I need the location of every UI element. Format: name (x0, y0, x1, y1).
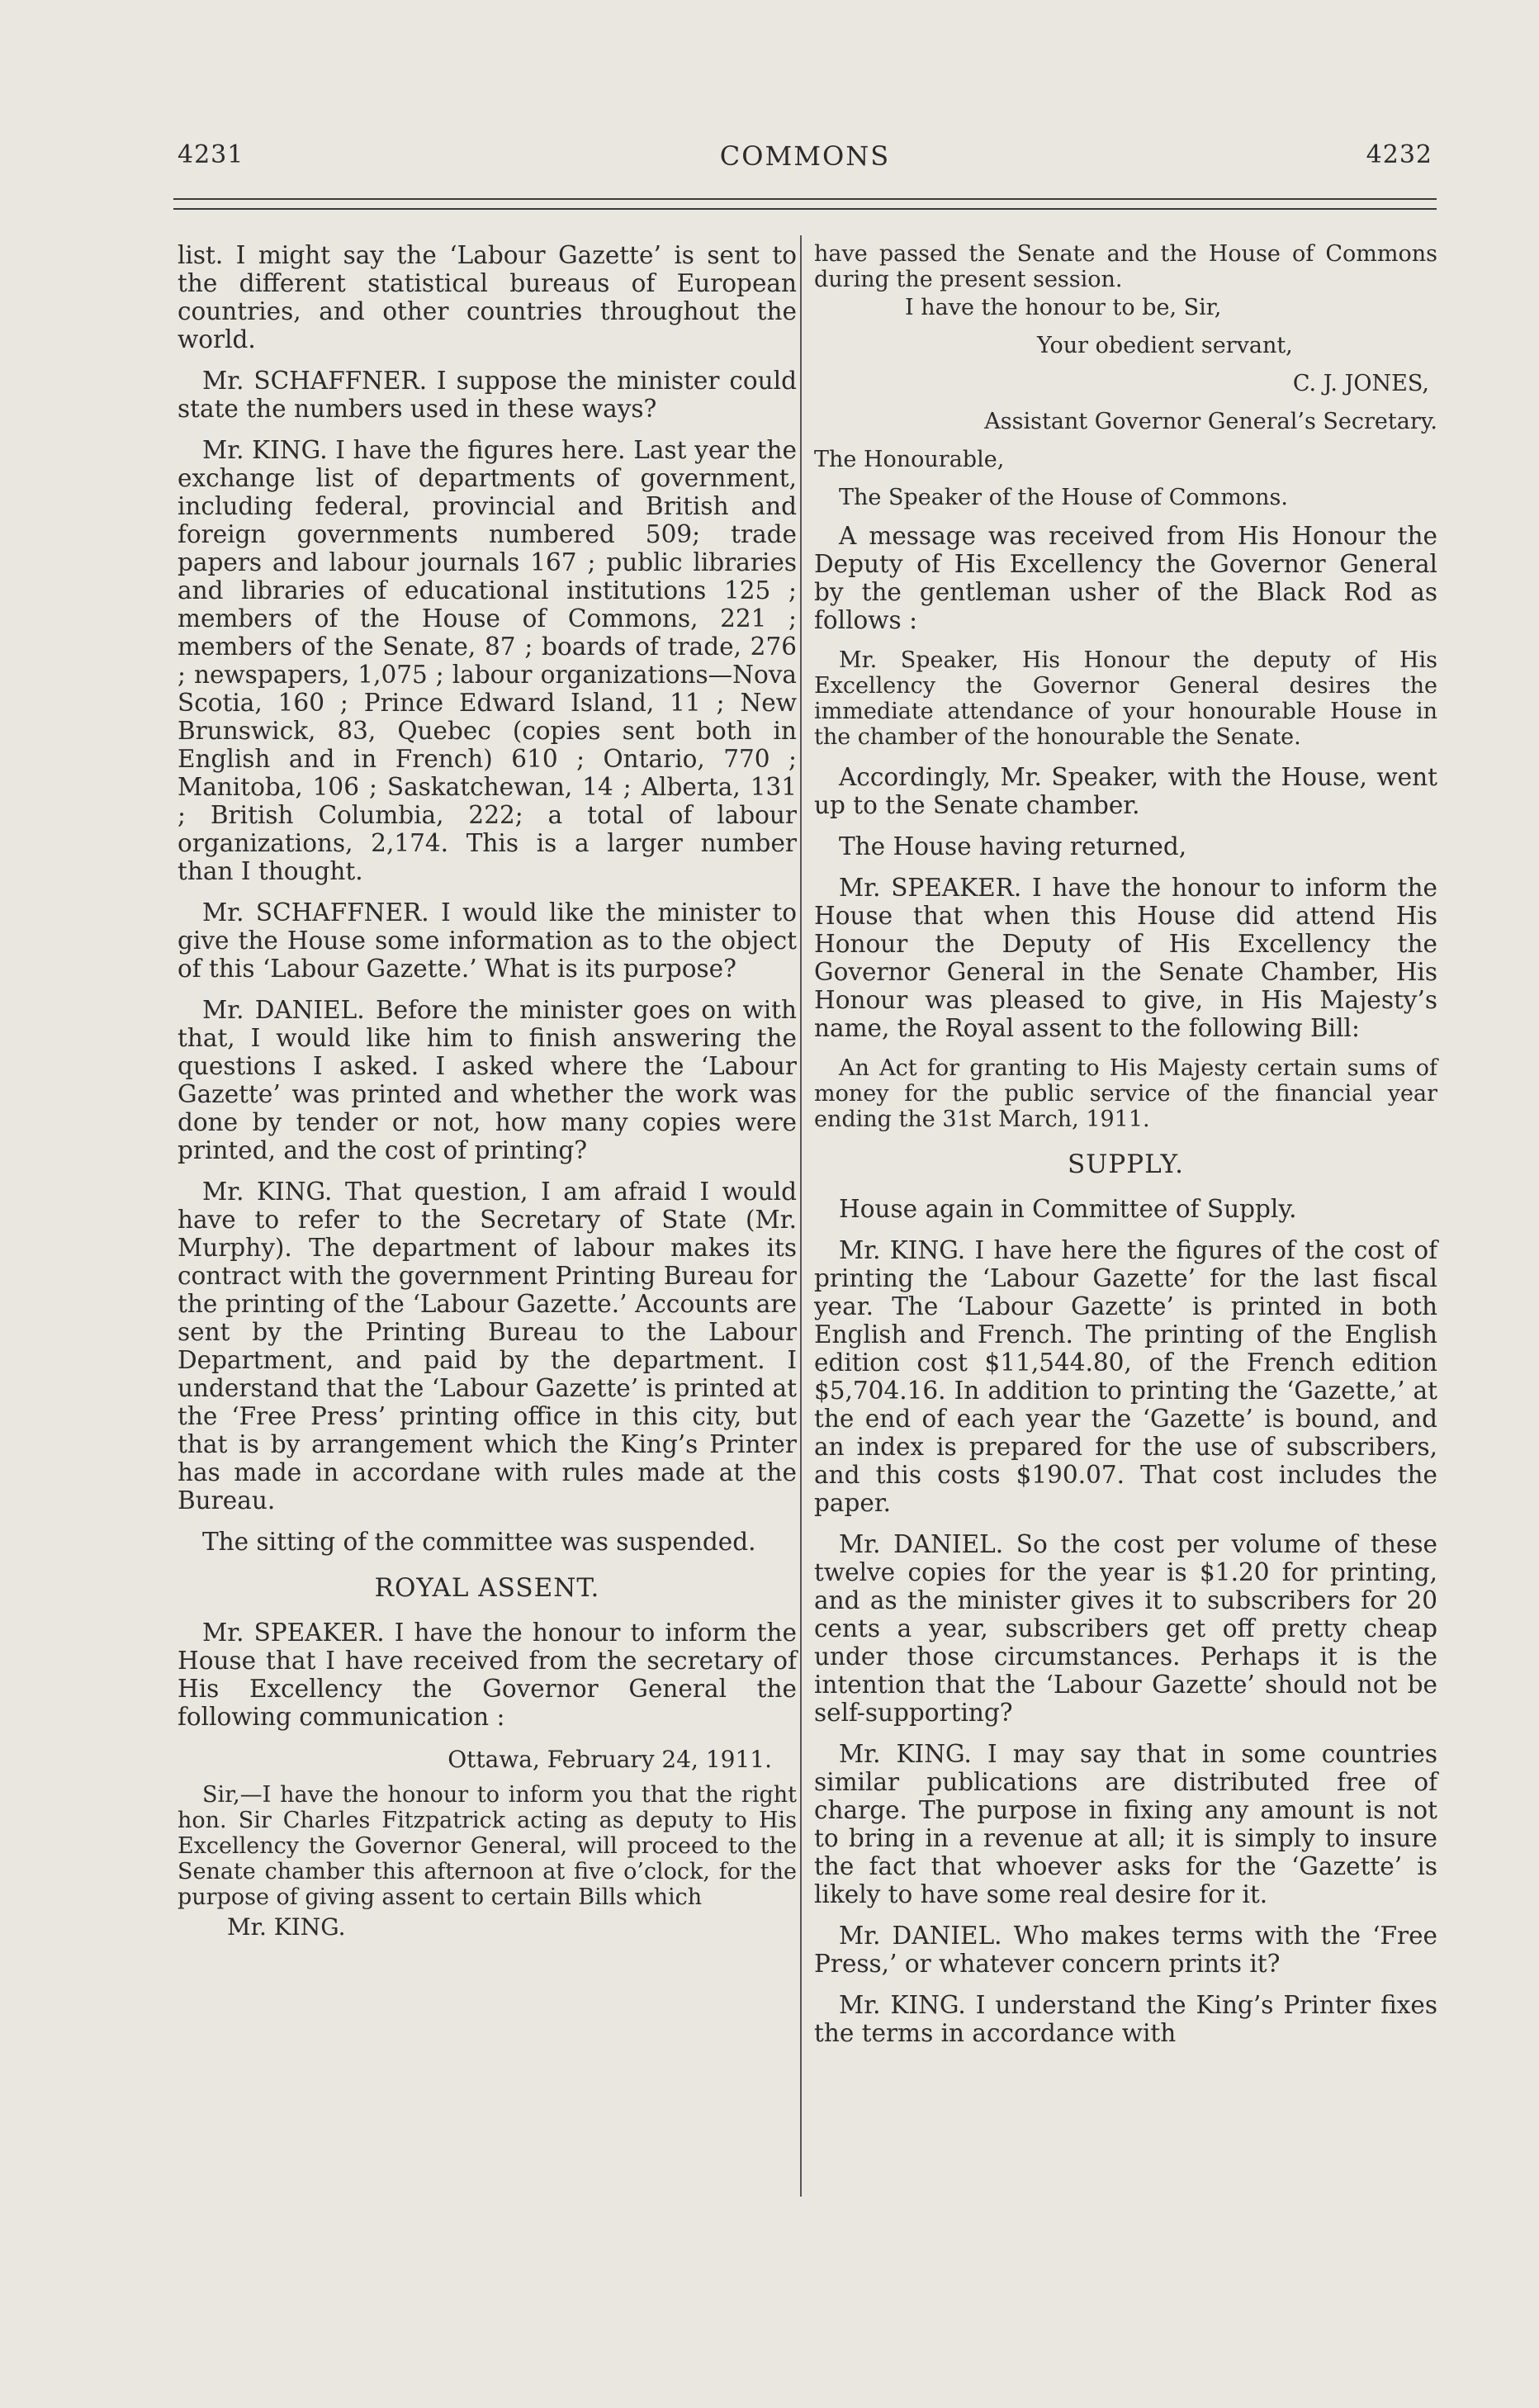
paragraph: Mr. SCHAFFNER. I suppose the minister could state the numbers used in these ways? (178, 367, 797, 423)
paragraph: Mr. KING. I have here the figures of the cost of printing the ‘Labour Gazette’ for the last fiscal year. The ‘Labour Gazette’ is printed in both English and French. The printing of the English edition cost $11,544.80, of the French edition $5,704.16. In addition to printing the ‘Gazette,’ at the end of each year the ‘Gazette’ is bound, and an index is prepared for the use of subscribers, and this costs $190.07. That cost includes the paper. (814, 1236, 1437, 1517)
paragraph: list. I might say the ‘Labour Gazette’ is sent to the different statistical bureaus of European countries, and other countries throughout the world. (178, 241, 797, 353)
paragraph: Mr. DANIEL. So the cost per volume of these twelve copies for the year is $1.20 for printing, and as the minister gives it to subscribers for 20 cents a year, subscribers get off pretty cheap under those circumstances. Perhaps it is the intention that the ‘Labour Gazette’ should not be self-supporting? (814, 1530, 1437, 1727)
right-column (814, 241, 1437, 2060)
left-column (178, 241, 797, 1941)
letter-body: have passed the Senate and the House of Commons during the present session. (814, 241, 1437, 292)
running-title: COMMONS (719, 140, 891, 172)
section-heading-royal-assent: ROYAL ASSENT. (374, 1573, 600, 1603)
paragraph: Mr. KING. I understand the King’s Printer fixes the terms in accordance with (814, 1991, 1437, 2047)
paragraph: Mr. KING. That question, I am afraid I would have to refer to the Secretary of State (Mr. Murphy). The department of labour makes its contract with the government Printing Bureau for the printing of the ‘Labour Gazette.’ Accounts are sent by the Printing Bureau to the Labour Department, and paid by the department. I understand that the ‘Labour Gazette’ is printed at the ‘Free Press’ printing office in this city, but that is by arrangement which the King’s Printer has made in accordane with rules made at the Bureau. (178, 1178, 797, 1514)
paragraph: A message was received from His Honour the Deputy of His Excellency the Governor General by the gentleman usher of the Black Rod as follows : (814, 522, 1437, 634)
paragraph: Mr. KING. I may say that in some countries similar publications are distributed free of charge. The purpose in fixing any amount is not to bring in a revenue at all; it is simply to insure the fact that whoever asks for the ‘Gazette’ is likely to have some real desire for it. (814, 1740, 1437, 1908)
letter-closing: Your obedient servant, (1037, 333, 1293, 358)
page-number-right: 4232 (1366, 140, 1432, 169)
paragraph: Mr. SCHAFFNER. I would like the minister to give the House some information as to the object of this ‘Labour Gazette.’ What is its purpose? (178, 898, 797, 983)
paragraph: Mr. DANIEL. Before the minister goes on with that, I would like him to finish answering the questions I asked. I asked where the ‘Labour Gazette’ was printed and whether the work was done by tender or not, how many copies were printed, and the cost of printing? (178, 996, 797, 1164)
paragraph: The sitting of the committee was suspended. (202, 1528, 756, 1556)
paragraph: Accordingly, Mr. Speaker, with the House, went up to the Senate chamber. (814, 763, 1437, 819)
letter-date: Ottawa, February 24, 1911. (447, 1746, 772, 1773)
paragraph: Mr. DANIEL. Who makes terms with the ‘Free Press,’ or whatever concern prints it? (814, 1922, 1437, 1978)
letter-addressee: The Speaker of the House of Commons. (839, 485, 1288, 510)
letter-closing: I have the honour to be, Sir, (905, 295, 1222, 320)
header-rule-bottom (173, 208, 1437, 210)
letter-signature-title: Assistant Governor General’s Secretary. (984, 409, 1437, 434)
page-number-left: 4231 (178, 140, 244, 169)
section-heading-supply: SUPPLY. (1067, 1149, 1184, 1179)
paragraph: Mr. SPEAKER. I have the honour to inform the House that I have received from the secretary of His Excellency the Governor General the following communication : (178, 1619, 797, 1731)
paragraph: Mr. KING. I have the figures here. Last year the exchange list of departments of government, including federal, provincial and British and foreign governments numbered 509; trade papers and labour journals 167 ; public libraries and libraries of educational institutions 125 ; members of the House of Commons, 221 ; members of the Senate, 87 ; boards of trade, 276 ; newspapers, 1,075 ; labour organizations—Nova Scotia, 160 ; Prince Edward Island, 11 ; New Brunswick, 83, Quebec (copies sent both in English and in French) 610 ; Ontario, 770 ; Manitoba, 106 ; Saskatchewan, 14 ; Alberta, 131 ; British Columbia, 222; a total of labour organizations, 2,174. This is a larger number than I thought. (178, 436, 797, 885)
catchword: Mr. KING. (227, 1913, 346, 1941)
column-divider (800, 235, 802, 2197)
bill-title: An Act for granting to His Majesty certain sums of money for the public service of the financial year ending the 31st March, 1911. (814, 1055, 1437, 1132)
paragraph: The House having returned, (839, 832, 1187, 860)
paragraph: House again in Committee of Supply. (839, 1195, 1297, 1223)
header-rule-top (173, 198, 1437, 200)
letter-addressee: The Honourable, (814, 447, 1005, 472)
page-header (173, 132, 1437, 182)
paragraph: Mr. SPEAKER. I have the honour to inform the House that when this House did attend His Honour the Deputy of His Excellency the Governor General in the Senate Chamber, His Honour was pleased to give, in His Majesty’s name, the Royal assent to the following Bill: (814, 874, 1437, 1042)
letter-body: Sir,—I have the honour to inform you that the right hon. Sir Charles Fitzpatrick acting as deputy to His Excellency the Governor General, will proceed to the Senate chamber this afternoon at five o’clock, for the purpose of giving assent to certain Bills which (178, 1782, 797, 1910)
letter-signature: C. J. JONES, (1292, 371, 1429, 396)
message-text: Mr. Speaker, His Honour the deputy of His Excellency the Governor General desires the immediate attendance of your honourable House in the chamber of the honourable the Senate. (814, 647, 1437, 750)
